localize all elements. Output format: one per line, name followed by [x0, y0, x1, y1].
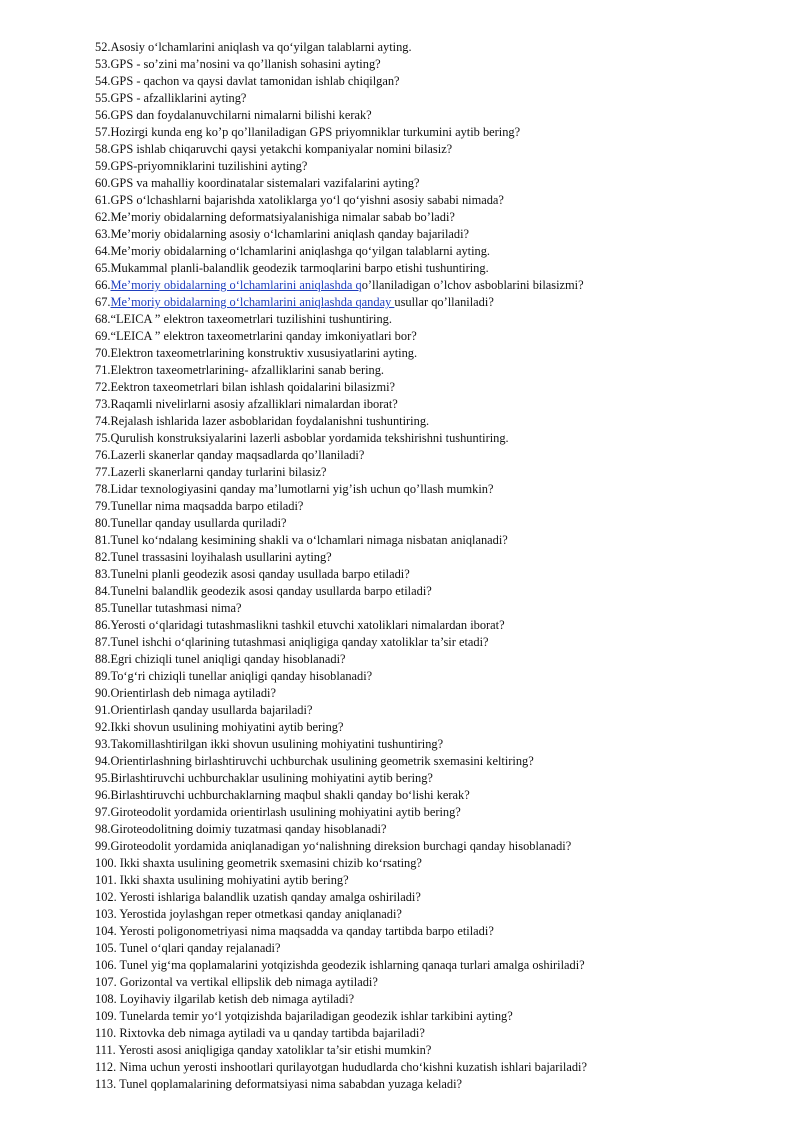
question-item — [95, 243, 785, 260]
question-item — [95, 736, 785, 753]
question-text: 104. Yerosti poligonometriyasi nima maqsadda va qanday tartibda barpo etiladi? — [95, 924, 494, 938]
question-item — [95, 770, 785, 787]
question-item — [95, 1042, 785, 1059]
question-item — [95, 396, 785, 413]
question-item — [95, 107, 785, 124]
question-text: o’llaniladigan o’lchov asboblarini bilasizmi? — [361, 278, 584, 292]
question-item — [95, 957, 785, 974]
question-item — [95, 39, 785, 56]
question-text: 94.Orientirlashning birlashtiruvchi uchburchak usulining geometrik sxemasini keltiring? — [95, 754, 534, 768]
question-text: 87.Tunel ishchi o‘qlarining tutashmasi aniqligiga qanday xatoliklar ta’sir etadi? — [95, 635, 489, 649]
question-item — [95, 141, 785, 158]
question-text: 84.Tunelni balandlik geodezik asosi qanday usullarda barpo etiladi? — [95, 584, 432, 598]
question-item — [95, 1025, 785, 1042]
question-text: 109. Tunelarda temir yo‘l yotqizishda bajariladigan geodezik ishlar tarkibini ayting? — [95, 1009, 513, 1023]
question-item — [95, 481, 785, 498]
question-text: 86.Yerosti o‘qlaridagi tutashmaslikni tashkil etuvchi xatoliklari nimalardan iborat? — [95, 618, 505, 632]
question-text: 53.GPS - so’zini ma’nosini va qo’llanish sohasini ayting? — [95, 57, 381, 71]
question-item — [95, 974, 785, 991]
question-item — [95, 56, 785, 73]
question-item — [95, 804, 785, 821]
question-text: 77.Lazerli skanerlarni qanday turlarini bilasiz? — [95, 465, 327, 479]
question-item — [95, 430, 785, 447]
question-text: 105. Tunel o‘qlari qanday rejalanadi? — [95, 941, 281, 955]
question-item — [95, 600, 785, 617]
question-item — [95, 532, 785, 549]
question-text: 85.Tunellar tutashmasi nima? — [95, 601, 242, 615]
question-item — [95, 1076, 785, 1093]
question-text: 90.Orientirlash deb nimaga aytiladi? — [95, 686, 276, 700]
question-text: 63.Me’moriy obidalarning asosiy o‘lchamlarini aniqlash qanday bajariladi? — [95, 227, 470, 241]
question-item — [95, 940, 785, 957]
question-item — [95, 515, 785, 532]
question-text: 106. Tunel yig‘ma qoplamalarini yotqizishda geodezik ishlarning qanaqa turlari amalga oshiriladi? — [95, 958, 585, 972]
question-item — [95, 464, 785, 481]
question-text: 83.Tunelni planli geodezik asosi qanday usullada barpo etiladi? — [95, 567, 410, 581]
question-text: 110. Rixtovka deb nimaga aytiladi va u qanday tartibda bajariladi? — [95, 1026, 425, 1040]
question-text: 103. Yerostida joylashgan reper otmetkasi qanday aniqlanadi? — [95, 907, 402, 921]
question-item — [95, 345, 785, 362]
question-item — [95, 685, 785, 702]
question-text: 95.Birlashtiruvchi uchburchaklar usulining mohiyatini aytib bering? — [95, 771, 433, 785]
question-text: 54.GPS - qachon va qaysi davlat tamonidan ishlab chiqilgan? — [95, 74, 400, 88]
question-text: 70.Elektron taxeometrlarining konstruktiv xususiyatlarini ayting. — [95, 346, 418, 360]
question-text: 89.To‘g‘ri chiziqli tunellar aniqligi qanday hisoblanadi? — [95, 669, 373, 683]
question-text: 73.Raqamli nivelirlarni asosiy afzalliklari nimalardan iborat? — [95, 397, 398, 411]
question-item — [95, 294, 785, 311]
question-text: 61.GPS o‘lchashlarni bajarishda xatoliklarga yo‘l qo‘yishni asosiy sababi nimada? — [95, 193, 504, 207]
question-item — [95, 379, 785, 396]
question-text: 62.Me’moriy obidalarning deformatsiyalanishiga nimalar sabab bo’ladi? — [95, 210, 455, 224]
question-text: 66. — [95, 278, 111, 292]
question-item — [95, 923, 785, 940]
question-text: 69.“LEICA ” elektron taxeometrlarini qanday imkoniyatlari bor? — [95, 329, 417, 343]
question-text: 93.Takomillashtirilgan ikki shovun usulining mohiyatini tushuntiring? — [95, 737, 444, 751]
question-text: 102. Yerosti ishlariga balandlik uzatish qanday amalga oshiriladi? — [95, 890, 421, 904]
question-item — [95, 226, 785, 243]
question-item — [95, 260, 785, 277]
question-item — [95, 209, 785, 226]
question-item — [95, 617, 785, 634]
question-item — [95, 447, 785, 464]
question-text: 81.Tunel ko‘ndalang kesimining shakli va o‘lchamlari nimaga nisbatan aniqlanadi? — [95, 533, 508, 547]
question-text: 88.Egri chiziqli tunel aniqligi qanday hisoblanadi? — [95, 652, 346, 666]
question-text: 71.Elektron taxeometrlarining- afzalliklarini sanab bering. — [95, 363, 385, 377]
question-text: 98.Giroteodolitning doimiy tuzatmasi qanday hisoblanadi? — [95, 822, 387, 836]
question-text: 60.GPS va mahalliy koordinatalar sistemalari vazifalarini ayting? — [95, 176, 420, 190]
question-item — [95, 124, 785, 141]
question-text: 76.Lazerli skanerlar qanday maqsadlarda qo’llaniladi? — [95, 448, 365, 462]
question-item — [95, 838, 785, 855]
question-text: 101. Ikki shaxta usulining mohiyatini aytib bering? — [95, 873, 349, 887]
question-text: 52.Asosiy o‘lchamlarini aniqlash va qo‘yilgan talablarni ayting. — [95, 40, 412, 54]
question-text: 80.Tunellar qanday usullarda quriladi? — [95, 516, 287, 530]
question-item — [95, 566, 785, 583]
question-text: 79.Tunellar nima maqsadda barpo etiladi? — [95, 499, 304, 513]
question-item — [95, 1008, 785, 1025]
question-text: 58.GPS ishlab chiqaruvchi qaysi yetakchi kompaniyalar nomini bilasiz? — [95, 142, 453, 156]
question-item — [95, 277, 785, 294]
question-item — [95, 821, 785, 838]
question-item — [95, 498, 785, 515]
question-item — [95, 702, 785, 719]
question-text: 112. Nima uchun yerosti inshootlari qurilayotgan hududlarda cho‘kishni kuzatish ishlari bajariladi? — [95, 1060, 587, 1074]
question-text: 55.GPS - afzalliklarini ayting? — [95, 91, 247, 105]
question-item — [95, 362, 785, 379]
question-list — [95, 39, 785, 1093]
question-item — [95, 413, 785, 430]
question-item — [95, 719, 785, 736]
question-item — [95, 668, 785, 685]
question-text: 108. Loyihaviy ilgarilab ketish deb nimaga aytiladi? — [95, 992, 355, 1006]
question-text: 111. Yerosti asosi aniqligiga qanday xatoliklar ta’sir etishi mumkin? — [95, 1043, 432, 1057]
question-text: 75.Qurulish konstruksiyalarini lazerli asboblar yordamida tekshirishni tushuntiring. — [95, 431, 509, 445]
question-item — [95, 753, 785, 770]
question-text: 92.Ikki shovun usulining mohiyatini aytib bering? — [95, 720, 344, 734]
question-text: 59.GPS-priyomniklarini tuzilishini ayting? — [95, 159, 308, 173]
question-item — [95, 651, 785, 668]
question-text: 56.GPS dan foydalanuvchilarni nimalarni bilishi kerak? — [95, 108, 372, 122]
question-text: 96.Birlashtiruvchi uchburchaklarning maqbul shakli qanday bo‘lishi kerak? — [95, 788, 470, 802]
question-item — [95, 634, 785, 651]
question-text: 100. Ikki shaxta usulining geometrik sxemasini chizib ko‘rsating? — [95, 856, 422, 870]
question-item — [95, 889, 785, 906]
question-item — [95, 73, 785, 90]
question-text: 78.Lidar texnologiyasini qanday ma’lumotlarni yig’ish uchun qo’llash mumkin? — [95, 482, 494, 496]
question-item — [95, 906, 785, 923]
question-item — [95, 158, 785, 175]
question-item — [95, 991, 785, 1008]
question-item — [95, 583, 785, 600]
question-text: 65.Mukammal planli-balandlik geodezik tarmoqlarini barpo etishi tushuntiring. — [95, 261, 489, 275]
question-text: 74.Rejalash ishlarida lazer asboblaridan foydalanishni tushuntiring. — [95, 414, 430, 428]
question-item — [95, 787, 785, 804]
question-item — [95, 872, 785, 889]
question-item — [95, 1059, 785, 1076]
question-text: 97.Giroteodolit yordamida orientirlash usulining mohiyatini aytib bering? — [95, 805, 461, 819]
question-link[interactable]: Me’moriy obidalarning o‘lchamlarini aniqlashda qanday — [110, 295, 395, 309]
question-text: 68.“LEICA ” elektron taxeometrlari tuzilishini tushuntiring. — [95, 312, 392, 326]
question-item — [95, 175, 785, 192]
question-item — [95, 549, 785, 566]
question-text: 72.Eektron taxeometrlari bilan ishlash qoidalarini bilasizmi? — [95, 380, 396, 394]
question-text: usullar qo’llaniladi? — [394, 295, 494, 309]
question-text: 67. — [95, 295, 111, 309]
question-text: 57.Hozirgi kunda eng ko’p qo’llaniladigan GPS priyomniklar turkumini aytib bering? — [95, 125, 521, 139]
question-text: 91.Orientirlash qanday usullarda bajariladi? — [95, 703, 313, 717]
question-link[interactable]: Me’moriy obidalarning o‘lchamlarini aniqlashda q — [110, 278, 362, 292]
question-text: 113. Tunel qoplamalarining deformatsiyasi nima sababdan yuzaga keladi? — [95, 1077, 463, 1091]
question-text: 64.Me’moriy obidalarning o‘lchamlarini aniqlashga qo‘yilgan talablarni ayting. — [95, 244, 491, 258]
question-item — [95, 855, 785, 872]
question-item — [95, 90, 785, 107]
question-item — [95, 311, 785, 328]
question-item — [95, 192, 785, 209]
question-item — [95, 328, 785, 345]
question-text: 99.Giroteodolit yordamida aniqlanadigan yo‘nalishning direksion burchagi qanday hisoblanadi? — [95, 839, 572, 853]
question-text: 82.Tunel trassasini loyihalash usullarini ayting? — [95, 550, 332, 564]
question-text: 107. Gorizontal va vertikal ellipslik deb nimaga aytiladi? — [95, 975, 378, 989]
